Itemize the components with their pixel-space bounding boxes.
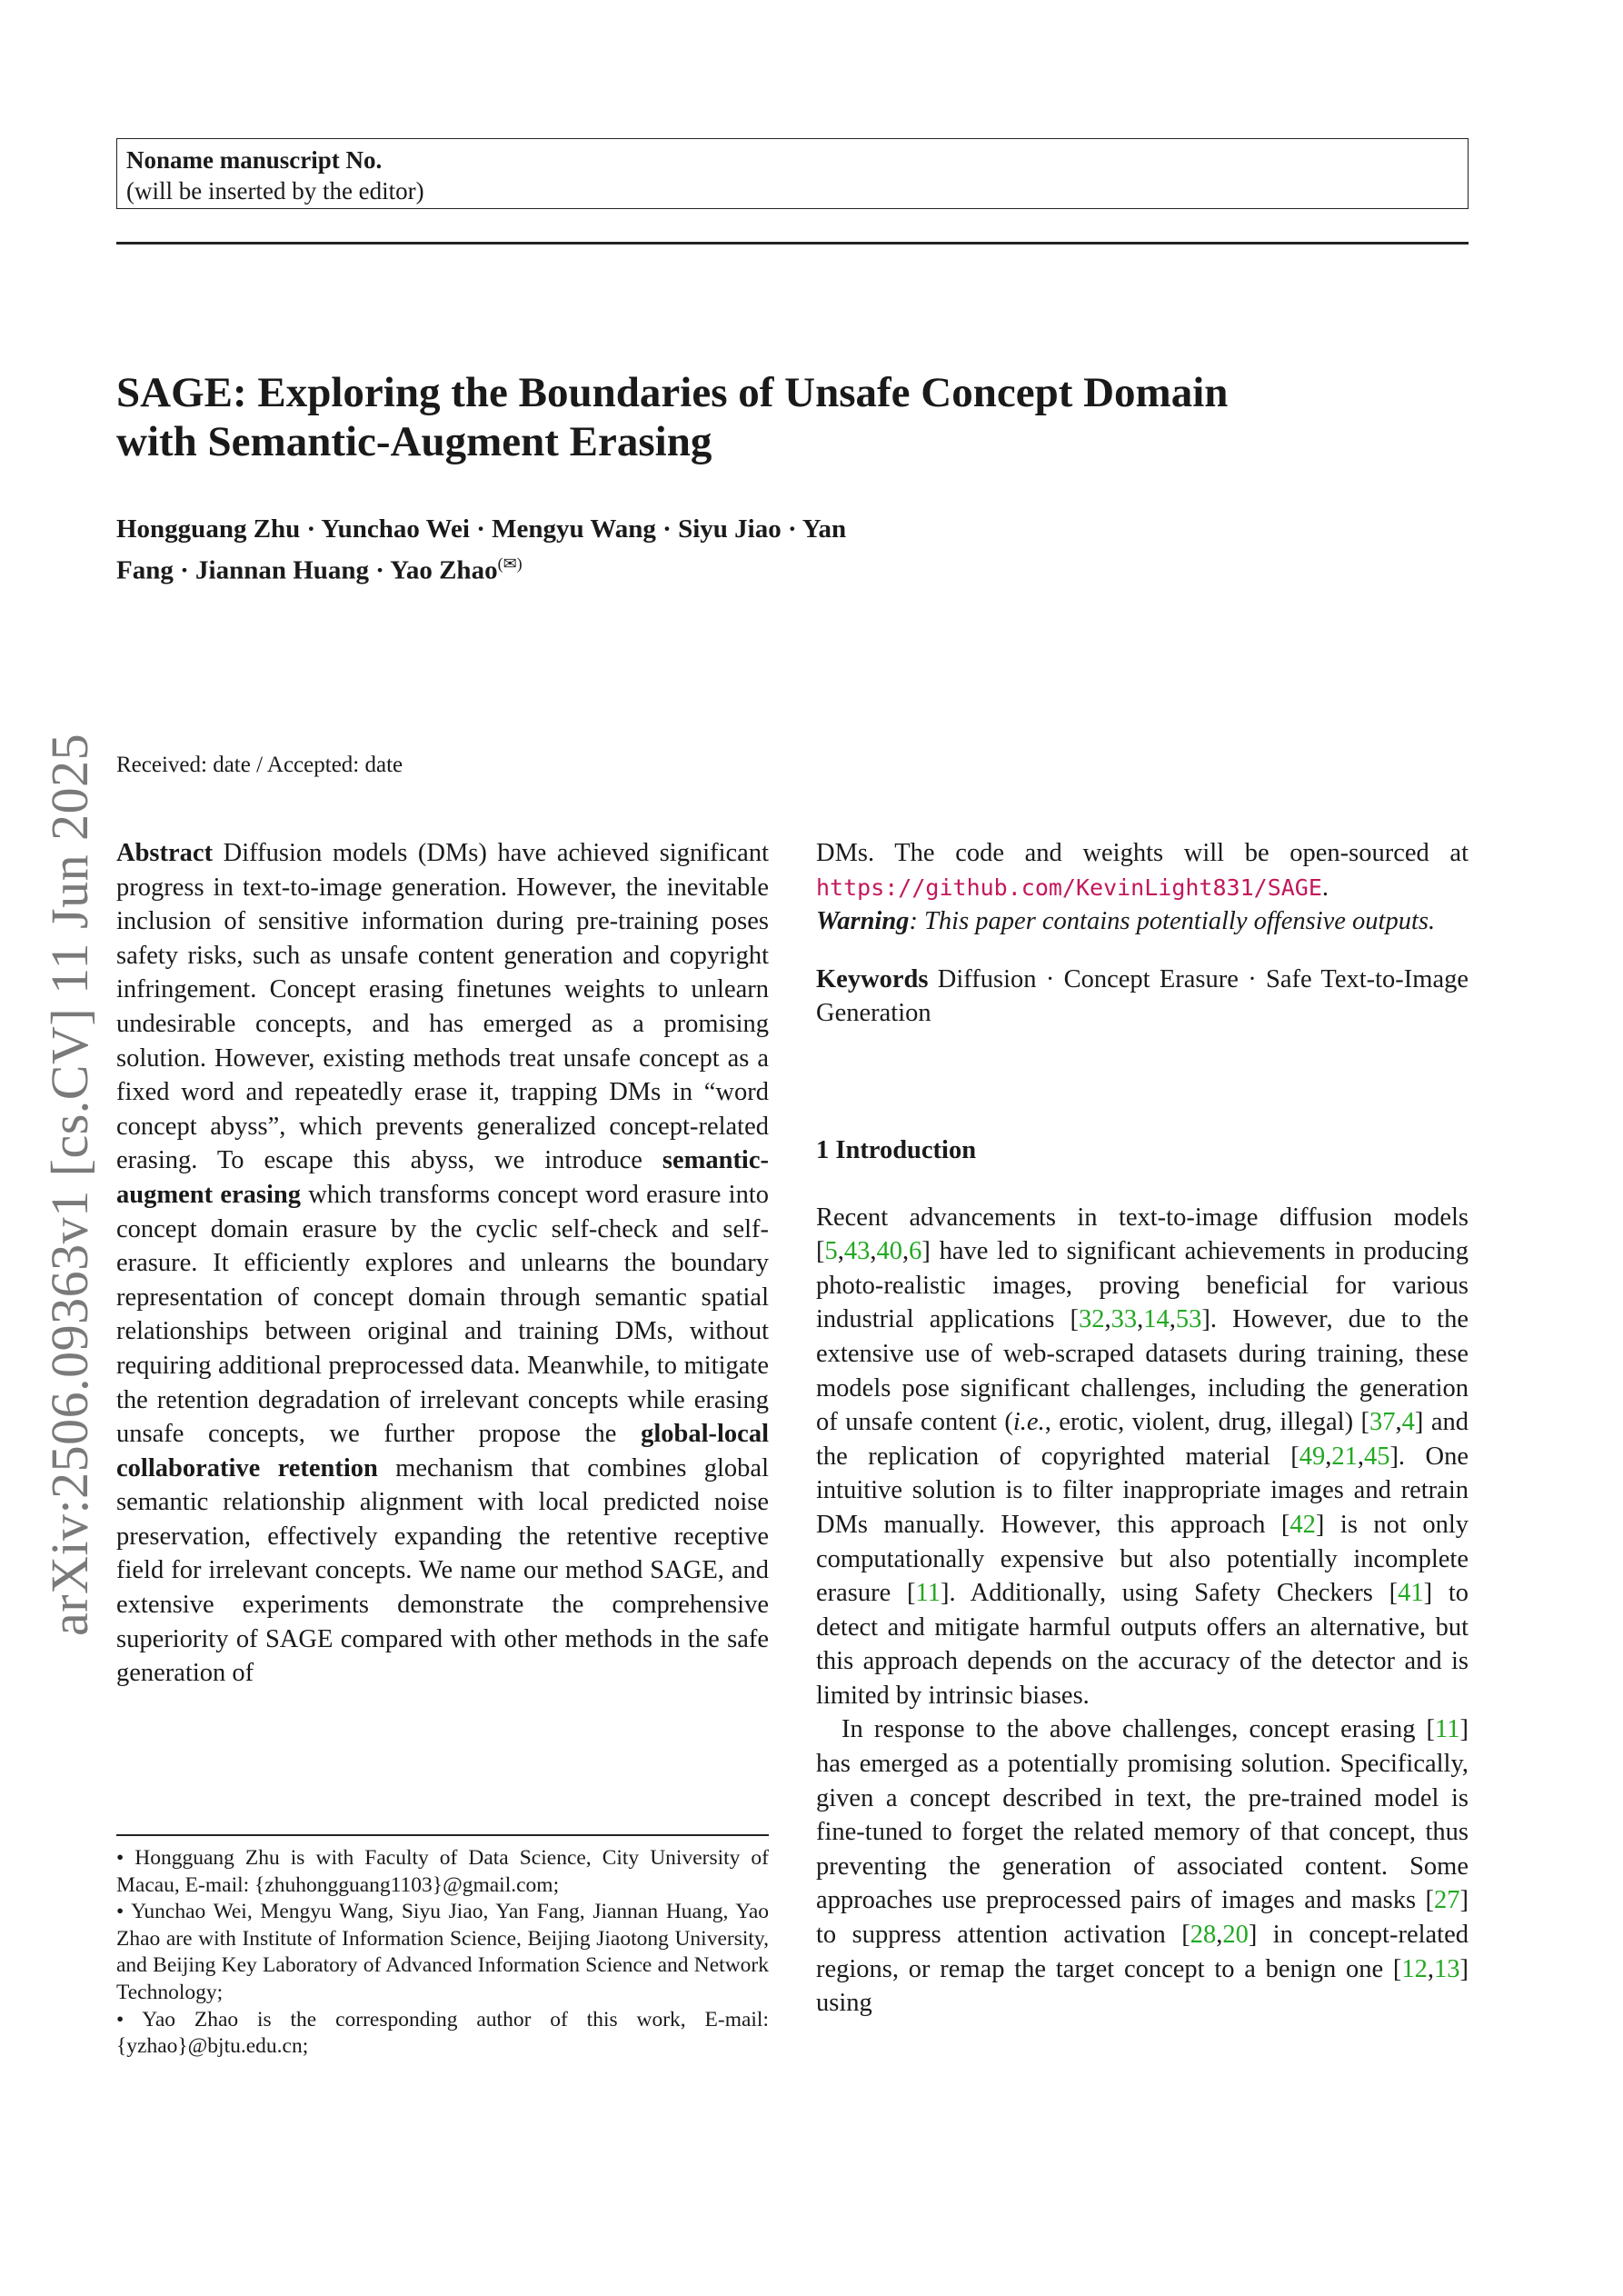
abstract-text-4: DMs. The code and weights will be open-sourced at (816, 839, 1469, 867)
citation-link[interactable]: 53 (1175, 1305, 1202, 1334)
citation-link[interactable]: 11 (1435, 1715, 1460, 1744)
citation-link[interactable]: 5 (824, 1237, 838, 1266)
intro-text: ] have led to significant achievements in producing photo-realistic images, proving beneficial for various industrial applications [ (816, 1237, 1469, 1334)
citation-link[interactable]: 20 (1222, 1921, 1249, 1950)
paper-title-line-1: SAGE: Exploring the Boundaries of Unsafe Concept Domain (116, 369, 1229, 416)
intro-text: , erotic, violent, drug, illegal) [ (1044, 1408, 1370, 1437)
intro-text: ] has emerged as a potentially promising solution. Specifically, given a concept described in text, the pre-trained model is fine-tuned to forget the related memory of that concept, thus preventing the generation of associated content. Some approaches use preprocessed pairs of images and masks [ (816, 1715, 1469, 1915)
abstract-paragraph (116, 836, 769, 1691)
intro-text: Recent advancements in text-to-image diffusion models [ (816, 1203, 1469, 1266)
abstract-bold-1: semantic-augment erasing (116, 1146, 769, 1209)
keywords (816, 963, 1469, 1031)
citation-link[interactable]: 32 (1079, 1305, 1105, 1334)
intro-text: ] is not only computationally expensive but also potentially incomplete erasure [ (816, 1510, 1469, 1608)
manuscript-title: Noname manuscript No. (126, 146, 383, 174)
manuscript-box (116, 138, 1469, 209)
keywords-label: Keywords (816, 964, 929, 993)
footnote-3: • Yao Zhao is the corresponding author of this work, E-mail: {yzhao}@bjtu.edu.cn; (116, 2007, 769, 2059)
citation-link[interactable]: 12 (1401, 1954, 1428, 1983)
abstract-bold-2: global-local collaborative retention (116, 1420, 769, 1482)
intro-text: ] and the replication of copyrighted material [ (816, 1408, 1469, 1471)
abstract-text-5: . (1321, 873, 1329, 902)
citation-link[interactable]: 40 (876, 1237, 902, 1266)
citation-link[interactable]: 49 (1299, 1442, 1326, 1471)
intro-text: ]. However, due to the extensive use of web-scraped datasets during training, these models pose significant challenges, including the generation of unsafe content ( (816, 1305, 1469, 1437)
paper-title-line-2: with Semantic-Augment Erasing (116, 418, 712, 465)
intro-text: ] in concept-related regions, or remap the target concept to a benign one [ (816, 1921, 1469, 1983)
intro-text: ]. Additionally, using Safety Checkers [ (940, 1579, 1399, 1608)
citation-link[interactable]: 33 (1110, 1305, 1138, 1334)
intro-text: ]. One intuitive solution is to filter inappropriate images and retrain DMs manually. However, this approach [ (816, 1442, 1469, 1539)
manuscript-note: (will be inserted by the editor) (126, 177, 424, 205)
footnote-2: • Yunchao Wei, Mengyu Wang, Siyu Jiao, Yan Fang, Jiannan Huang, Yao Zhao are with Institute of Information Science, Beijing Jiaotong University, and Beijing Key Laboratory of Advanced Information Science and Network Technology; (116, 1900, 769, 2004)
abstract-column (116, 836, 769, 1691)
citation-link[interactable]: 6 (909, 1237, 922, 1266)
section-heading-introduction: 1 Introduction (816, 1135, 977, 1164)
citation-link[interactable]: 37 (1369, 1408, 1396, 1437)
received-date: Received: date / Accepted: date (116, 753, 403, 777)
abstract-text-2: which transforms concept word erasure into concept domain erasure by the cyclic self-check and self-erasure. It efficiently explores and unlearns the boundary representation of concept domain through semantic spatial relationships between original and training DMs, without requiring additional preprocessed data. Meanwhile, to mitigate the retention degradation of irrelevant concepts while erasing unsafe concepts, we further propose the (116, 1180, 769, 1449)
citation-link[interactable]: 45 (1363, 1442, 1390, 1471)
intro-text: In response to the above challenges, concept erasing [ (841, 1715, 1436, 1744)
citation-link[interactable]: 4 (1401, 1408, 1415, 1437)
intro-text: ] to suppress attention activation [ (816, 1886, 1469, 1950)
citation-link[interactable]: 42 (1289, 1510, 1316, 1539)
author-line-1: Hongguang Zhu · Yunchao Wei · Mengyu Wang · Siyu Jiao · Yan (116, 514, 847, 544)
abstract-text-1: Diffusion models (DMs) have achieved significant progress in text-to-image generation. However, the inevitable inclusion of sensitive information during pre-training poses safety risks, such as unsafe content generation and copyright infringement. Concept erasing finetunes weights to unlearn undesirable concepts, and has emerged as a promising solution. However, existing methods treat unsafe concept as a fixed word and repeatedly erase it, trapping DMs in “word concept abyss”, which prevents generalized concept-related erasing. To escape this abyss, we introduce (116, 839, 769, 1175)
citation-link[interactable]: 14 (1143, 1305, 1170, 1334)
arxiv-stamp: arXiv:2506.09363v1 [cs.CV] 11 Jun 2025 (40, 733, 99, 1636)
citation-link[interactable]: 43 (843, 1237, 871, 1266)
right-column (816, 836, 1469, 2021)
footnotes (116, 1845, 769, 2061)
warning-text: : This paper contains potentially offensive outputs. (909, 907, 1436, 936)
author-line-2-text: Fang · Jiannan Huang · Yao Zhao (116, 555, 498, 585)
citation-link[interactable]: 27 (1434, 1886, 1460, 1915)
abstract-label: Abstract (116, 839, 214, 867)
intro-paragraph-2: In response to the above challenges, concept erasing [11] has emerged as a potentially promising solution. Specifically, given a concept described in text, the pre-trained model is fine-tuned to forget the related memory of that concept, thus preventing the generation of associated content. Some approaches use preprocessed pairs of images and masks [27] to suppress attention activation [28,20] in concept-related regions, or remap the target concept to a benign one [12,13] using (816, 1715, 1469, 2018)
intro-text: ] to detect and mitigate harmful outputs offers an alternative, but this approach depends on the accuracy of the detector and is limited by intrinsic biases. (816, 1579, 1469, 1710)
warning-label: Warning (816, 907, 910, 936)
corresponding-author-mark: (✉) (497, 554, 523, 573)
code-link[interactable]: https://github.com/KevinLight831/SAGE (816, 873, 1322, 901)
citation-link[interactable]: 11 (915, 1579, 941, 1608)
citation-link[interactable]: 28 (1190, 1921, 1217, 1950)
keywords-text: Diffusion · Concept Erasure · Safe Text-to-Image Generation (816, 964, 1469, 1028)
paper-title (116, 368, 1479, 466)
citation-link[interactable]: 41 (1398, 1579, 1424, 1608)
footnote-rule (116, 1834, 769, 1836)
warning-line (816, 904, 1469, 939)
abstract-text-3: mechanism that combines global semantic relationship alignment with local predicted noise preservation, effectively expanding the retentive receptive field for irrelevant concepts. We name our method SAGE, and extensive experiments demonstrate the comprehensive superiority of SAGE compared with other methods in the safe generation of (116, 1453, 769, 1688)
citation-link[interactable]: 21 (1331, 1442, 1358, 1471)
footnote-1: • Hongguang Zhu is with Faculty of Data Science, City University of Macau, E-mail: {zhuhongguang1103}@gmail.com; (116, 1846, 769, 1897)
header-rule (116, 242, 1469, 245)
ie-abbrev: i.e. (1012, 1408, 1045, 1437)
citation-link[interactable]: 13 (1434, 1954, 1460, 1983)
author-line-2 (116, 546, 1116, 588)
intro-paragraph-1: Recent advancements in text-to-image diffusion models [5,43,40,6] have led to significant achievements in producing photo-realistic images, proving beneficial for various industrial applications [32,33,14,53]. However, due to the extensive use of web-scraped datasets during training, these models pose significant challenges, including the generation of unsafe content (i.e., erotic, violent, drug, illegal) [37,4] and the replication of copyrighted material [49,21,45]. One intuitive solution is to filter inappropriate images and retrain DMs manually. However, this approach [42] is not only computationally expensive but also potentially incomplete erasure [11]. Additionally, using Safety Checkers [41] to detect and mitigate harmful outputs offers an alternative, but this approach depends on the accuracy of the detector and is limited by intrinsic biases. (816, 1203, 1469, 1710)
author-list (116, 512, 1116, 588)
intro-text: ] using (816, 1954, 1469, 2018)
abstract-continuation (816, 836, 1469, 904)
